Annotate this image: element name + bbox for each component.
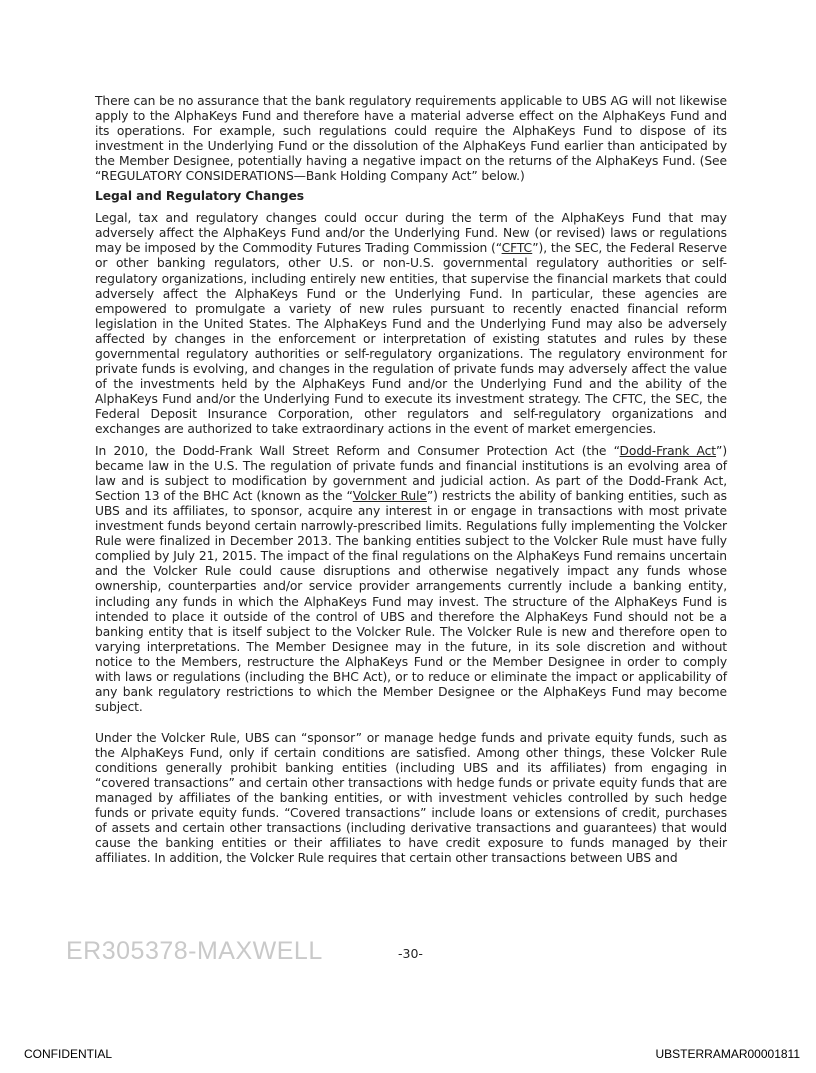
paragraph-legal-changes [95, 211, 727, 437]
bates-number: UBSTERRAMAR00001811 [655, 1047, 800, 1061]
document-body [95, 94, 727, 866]
text-segment: In 2010, the Dodd-Frank Wall Street Reform and Consumer Protection Act (the “ [95, 444, 620, 459]
paragraph-bank-regulatory: There can be no assurance that the bank regulatory requirements applicable to UBS AG will not likewise apply to the AlphaKeys Fund and therefore have a material adverse effect on the AlphaKeys Fund and its operations. For example, such regulations could require the AlphaKeys Fund to dispose of its investment in the Underlying Fund or the dissolution of the AlphaKeys Fund earlier than anticipated by the Member Designee, potentially having a negative impact on the returns of the AlphaKeys Fund. (See “REGULATORY CONSIDERATIONS—Bank Holding Company Act” below.) [95, 94, 727, 184]
defined-term-volcker-rule: Volcker Rule [352, 489, 427, 504]
text-segment: ”), the SEC, the Federal Reserve or other banking regulators, other U.S. or non-U.S. governmental regulatory authorities or self-regulatory organizations, including entirely new entities, that supervise the financial markets that could adversely affect the AlphaKeys Fund or the Underlying Fund. In particular, these agencies are empowered to promulgate a variety of new rules pursuant to recently enacted financial reform legislation in the United States. The AlphaKeys Fund and the Underlying Fund may also be adversely affected by changes in the enforcement or interpretation of existing statutes and rules by these governmental regulatory authorities or self-regulatory organizations. The regulatory environment for private funds is evolving, and changes in the regulation of private funds may adversely affect the value of the investments held by the AlphaKeys Fund and/or the Underlying Fund and the ability of the AlphaKeys Fund and/or the Underlying Fund to execute its investment strategy. The CFTC, the SEC, the Federal Deposit Insurance Corporation, other regulators and self-regulatory organizations and exchanges are authorized to take extraordinary actions in the event of market emergencies. [95, 241, 727, 436]
paragraph-dodd-frank [95, 444, 727, 715]
page-number: -30- [398, 946, 423, 961]
defined-term-cftc: CFTC [501, 241, 533, 256]
text-segment: ”) restricts the ability of banking entities, such as UBS and its affiliates, to sponsor, acquire any interest in or engage in transactions with most private investment funds beyond certain narrowly-prescribed limits. Regulations fully implementing the Volcker Rule were finalized in December 2013. The banking entities subject to the Volcker Rule must have fully complied by July 21, 2015. The impact of the final regulations on the AlphaKeys Fund remains uncertain and the Volcker Rule could cause disruptions and otherwise negatively impact any funds whose ownership, counterparties and/or service provider arrangements currently include a banking entity, including any funds in which the AlphaKeys Fund may invest. The structure of the AlphaKeys Fund is intended to place it outside of the control of UBS and therefore the AlphaKeys Fund should not be a banking entity that is itself subject to the Volcker Rule. The Volcker Rule is new and therefore open to varying interpretations. The Member Designee may in the future, in its sole discretion and without notice to the Members, restructure the AlphaKeys Fund or the Member Designee in order to comply with laws or regulations (including the BHC Act), or to reduce or eliminate the impact or applicability of any bank regulatory restrictions to which the Member Designee or the AlphaKeys Fund may become subject. [95, 489, 727, 714]
confidential-label: CONFIDENTIAL [24, 1047, 113, 1061]
defined-term-dodd-frank: Dodd-Frank Act [619, 444, 717, 459]
paragraph-volcker-sponsor: Under the Volcker Rule, UBS can “sponsor” or manage hedge funds and private equity funds, such as the AlphaKeys Fund, only if certain conditions are satisfied. Among other things, these Volcker Rule conditions generally prohibit banking entities (including UBS and its affiliates) from engaging in “covered transactions” and certain other transactions with hedge funds or private equity funds that are managed by affiliates of the banking entities, or with investment vehicles controlled by such hedge funds or private equity funds. “Covered transactions” include loans or extensions of credit, purchases of assets and certain other transactions (including derivative transactions and guarantees) that would cause the banking entities or their affiliates to have credit exposure to funds managed by their affiliates. In addition, the Volcker Rule requires that certain other transactions between UBS and [95, 730, 727, 866]
text-segment: ”) became law in the U.S. The regulation of private funds and financial institutions is an evolving area of law and is subject to modification by government and judicial action. As part of the Dodd-Frank Act, Section 13 of the BHC Act (known as the “ [95, 444, 728, 504]
section-heading: Legal and Regulatory Changes [95, 189, 304, 204]
bates-stamp-watermark: ER305378-MAXWELL [66, 937, 323, 965]
text-segment: Legal, tax and regulatory changes could occur during the term of the AlphaKeys Fund that may adversely affect the AlphaKeys Fund and/or the Underlying Fund. New (or revised) laws or regulations may be imposed by the Commodity Futures Trading Commission (“ [95, 211, 727, 256]
